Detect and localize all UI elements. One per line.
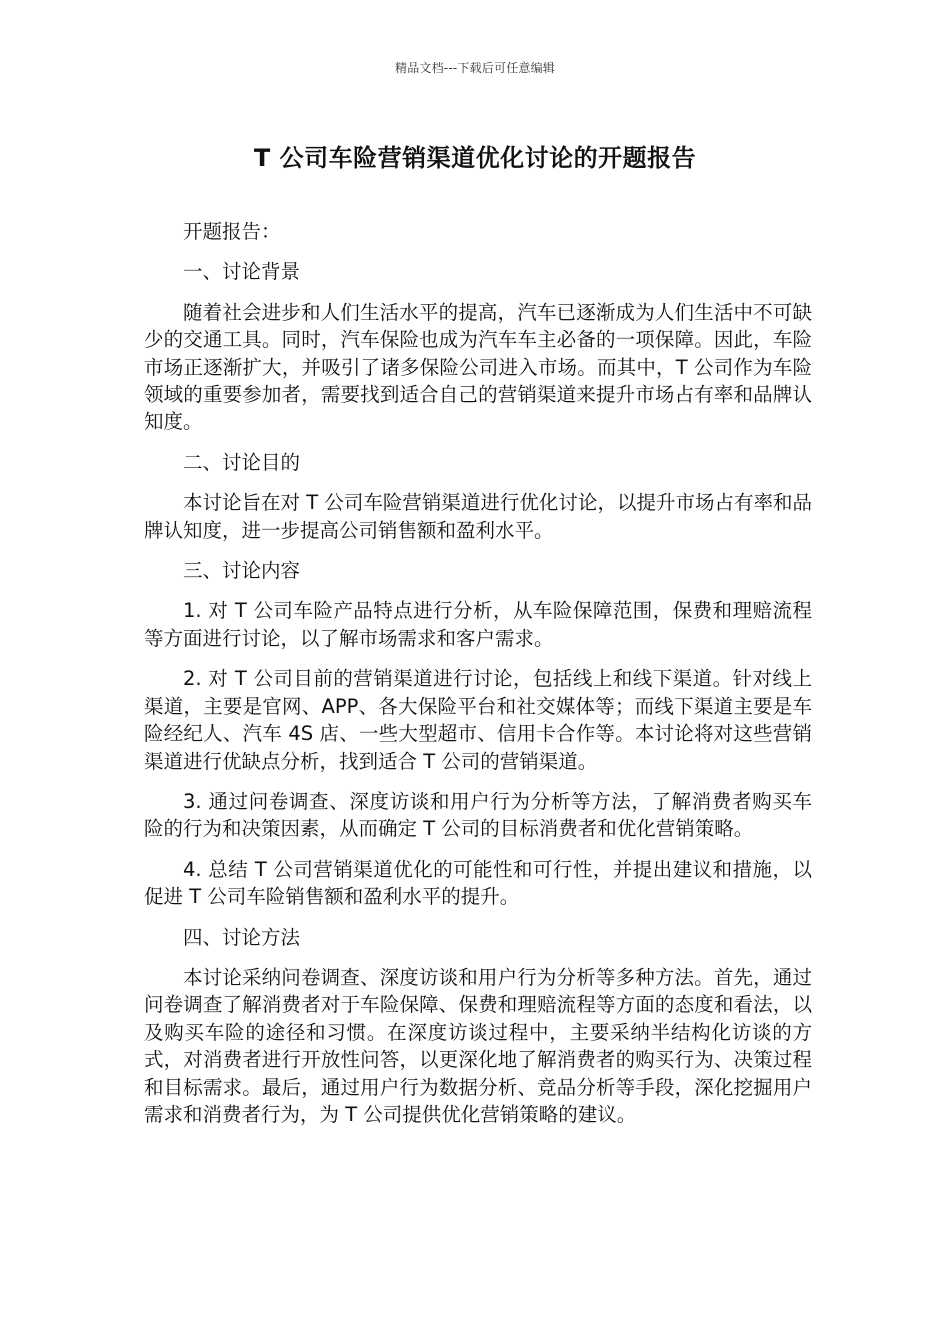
document-title: T 公司车险营销渠道优化讨论的开题报告 xyxy=(253,144,697,172)
paragraph-method: 本讨论采纳问卷调查、深度访谈和用户行为分析等多种方法。首先，通过问卷调查了解消费者对于车险保障、保费和理赔流程等方面的态度和看法，以及购买车险的途径和习惯。在深度访谈过程中，主要采纳半结构化访谈的方式，对消费者进行开放性问答，以更深化地了解消费者的购买行为、决策过程和目标需求。最后，通过用户行为数据分析、竞品分析等手段，深化挖掘用户需求和消费者行为，为 T 公司提供优化营销策略的建议。 xyxy=(144,965,812,1126)
paragraph-background: 随着社会进步和人们生活水平的提高，汽车已逐渐成为人们生活中不可缺少的交通工具。同时，汽车保险也成为汽车车主必备的一项保障。因此，车险市场正逐渐扩大，并吸引了诸多保险公司进入市场。而其中，T 公司作为车险领域的重要参加者，需要找到适合自己的营销渠道来提升市场占有率和品牌认知度。 xyxy=(144,300,812,434)
content-item-2: 2. 对 T 公司目前的营销渠道进行讨论，包括线上和线下渠道。针对线上渠道，主要是官网、APP、各大保险平台和社交媒体等；而线下渠道主要是车险经纪人、汽车 4S 店、一些大型超市、信用卡合作等。本讨论将对这些营销渠道进行优缺点分析，找到适合 T 公司的营销渠道。 xyxy=(144,667,812,773)
document-body xyxy=(144,218,812,1141)
paragraph-report-label: 开题报告： xyxy=(183,220,281,243)
content-item-3: 3. 通过问卷调查、深度访谈和用户行为分析等方法，了解消费者购买车险的行为和决策因素，从而确定 T 公司的目标消费者和优化营销策略。 xyxy=(144,789,812,841)
paragraph-purpose: 本讨论旨在对 T 公司车险营销渠道进行优化讨论，以提升市场占有率和品牌认知度，进一步提高公司销售额和盈利水平。 xyxy=(144,491,812,542)
header-note: 精品文档---下载后可任意编辑 xyxy=(395,61,555,75)
content-item-1: 1. 对 T 公司车险产品特点进行分析，从车险保障范围，保费和理赔流程等方面进行讨论，以了解市场需求和客户需求。 xyxy=(144,599,812,650)
section-heading-content: 三、讨论内容 xyxy=(183,559,301,583)
section-heading-method: 四、讨论方法 xyxy=(183,925,301,949)
section-heading-purpose: 二、讨论目的 xyxy=(183,450,301,474)
section-heading-background: 一、讨论背景 xyxy=(183,260,301,284)
content-item-4: 4. 总结 T 公司营销渠道优化的可能性和可行性，并提出建议和措施，以促进 T 公司车险销售额和盈利水平的提升。 xyxy=(144,857,812,909)
